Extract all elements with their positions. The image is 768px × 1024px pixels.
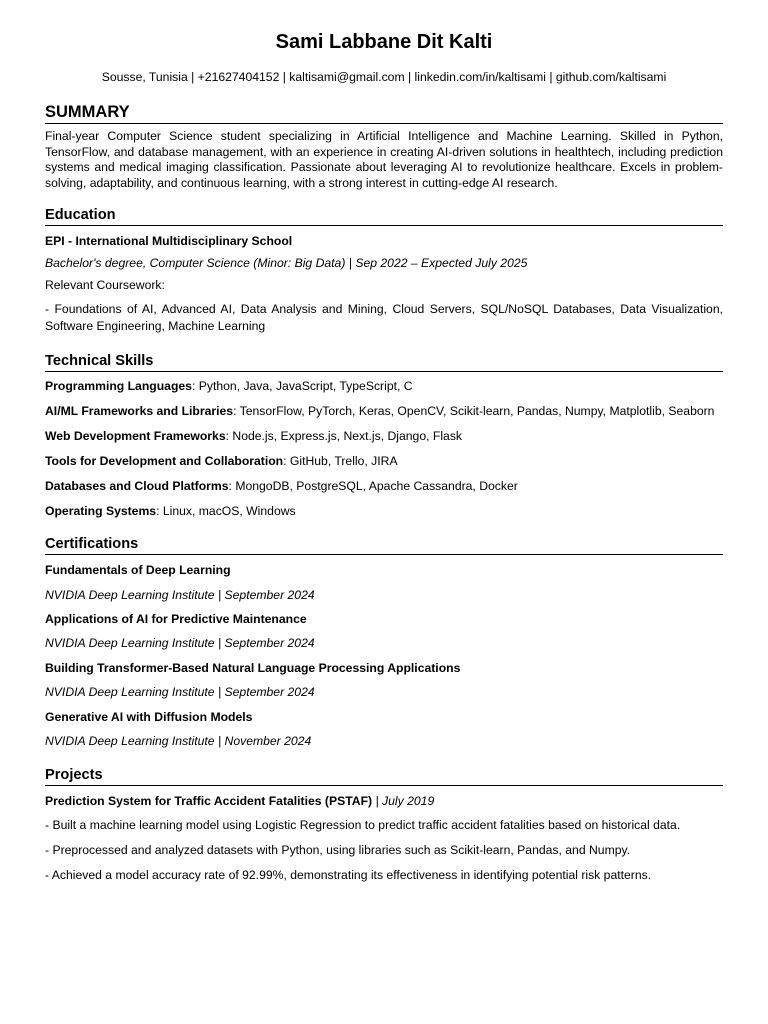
degree-line: Bachelor's degree, Computer Science (Minor: Big Data) | Sep 2022 – Expected July 2025: [45, 256, 528, 270]
certification-name: Building Transformer-Based Natural Language Processing Applications: [45, 661, 461, 675]
certification-issuer: NVIDIA Deep Learning Institute | September 2024: [45, 685, 315, 699]
project-name: Prediction System for Traffic Accident Fatalities (PSTAF): [45, 794, 373, 808]
skill-label: Databases and Cloud Platforms: [45, 479, 229, 493]
coursework-list: - Foundations of AI, Advanced AI, Data Analysis and Mining, Cloud Servers, SQL/NoSQL Databases, Data Visualization, Software Engineering, Machine Learning: [45, 302, 723, 333]
skill-row: [45, 478, 723, 494]
coursework-label: Relevant Coursework:: [45, 278, 165, 292]
project-date: | July 2019: [372, 794, 435, 808]
skill-row: [45, 403, 723, 420]
skills-section: [45, 352, 723, 519]
certification-name: Generative AI with Diffusion Models: [45, 710, 253, 724]
certification-issuer: NVIDIA Deep Learning Institute | September 2024: [45, 588, 315, 602]
skill-label: Tools for Development and Collaboration: [45, 454, 284, 468]
education-heading: Education: [45, 206, 723, 226]
certifications-heading: Certifications: [45, 535, 723, 555]
resume-page: [45, 28, 723, 883]
certification-name: Fundamentals of Deep Learning: [45, 563, 231, 577]
summary-text: Final-year Computer Science student specializing in Artificial Intelligence and Machine Learning. Skilled in Python, TensorFlow, and database management, with an experience in creating AI-driven solutions in healthtech, including prediction systems and medical imaging classification. Passionate about leveraging AI to revolutionize healthcare. Excels in problem-solving, adaptability, and continuous learning, with a strong interest in cutting-edge AI research.: [45, 129, 723, 190]
summary-heading: SUMMARY: [45, 102, 723, 124]
projects-heading: Projects: [45, 766, 723, 786]
certification-issuer: NVIDIA Deep Learning Institute | September 2024: [45, 636, 315, 650]
skill-value: : Node.js, Express.js, Next.js, Django, Flask: [225, 429, 463, 443]
project-bullet: - Preprocessed and analyzed datasets with Python, using libraries such as Scikit-learn, Pandas, and Numpy.: [45, 843, 631, 857]
skill-label: Operating Systems: [45, 504, 157, 518]
project-bullet: - Achieved a model accuracy rate of 92.99%, demonstrating its effectiveness in identifying potential risk patterns.: [45, 868, 652, 882]
project-bullet: - Built a machine learning model using Logistic Regression to predict traffic accident fatalities based on historical data.: [45, 818, 681, 832]
skill-value: : Linux, macOS, Windows: [156, 504, 296, 518]
skill-label: Programming Languages: [45, 379, 192, 393]
certification-name: Applications of AI for Predictive Maintenance: [45, 612, 307, 626]
skill-label: AI/ML Frameworks and Libraries: [45, 404, 234, 418]
summary-section: [45, 102, 723, 191]
project-header: [45, 793, 723, 809]
school-name: EPI - International Multidisciplinary School: [45, 234, 293, 248]
skill-row: [45, 378, 723, 394]
education-section: [45, 206, 723, 335]
certifications-section: [45, 535, 723, 749]
skill-label: Web Development Frameworks: [45, 429, 226, 443]
skill-row: [45, 503, 723, 519]
projects-section: [45, 766, 723, 883]
skill-value: : MongoDB, PostgreSQL, Apache Cassandra, Docker: [228, 479, 518, 493]
skills-heading: Technical Skills: [45, 352, 723, 372]
certification-issuer: NVIDIA Deep Learning Institute | November 2024: [45, 734, 312, 748]
contact-line: Sousse, Tunisia | +21627404152 | kaltisami@gmail.com | linkedin.com/in/kaltisami | github.com/kaltisami: [101, 70, 667, 84]
skill-row: [45, 453, 723, 469]
skill-value: : GitHub, Trello, JIRA: [283, 454, 398, 468]
skill-value: : Python, Java, JavaScript, TypeScript, C: [191, 379, 413, 393]
skill-value: : TensorFlow, PyTorch, Keras, OpenCV, Scikit-learn, Pandas, Numpy, Matplotlib, Seaborn: [233, 404, 715, 418]
candidate-name: Sami Labbane Dit Kalti: [275, 31, 493, 53]
skill-row: [45, 428, 723, 444]
